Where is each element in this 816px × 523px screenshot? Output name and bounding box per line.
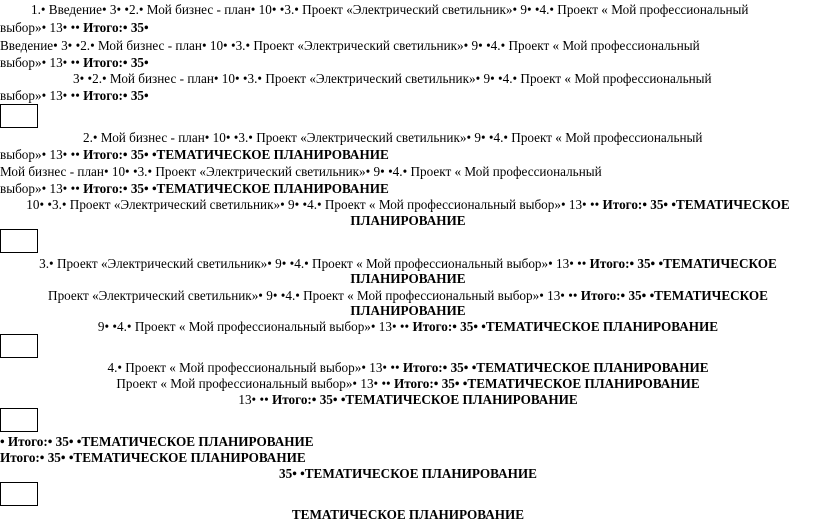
text-line-2: выбор»• 13• •• Итого:• 35•: [0, 20, 149, 35]
text-line-15: Проект «Электрический светильник»• 9• •4.• Проект « Мой профессиональный выбор»• 13• •• Итого:• 35• •ТЕМАТИЧЕСКОЕ: [48, 288, 768, 303]
text-line-12: ПЛАНИРОВАНИЕ: [350, 213, 466, 228]
empty-box: [0, 104, 38, 128]
empty-box: [0, 334, 38, 358]
text-line-21: • Итого:• 35• •ТЕМАТИЧЕСКОЕ ПЛАНИРОВАНИЕ: [0, 434, 314, 449]
text-line-22: Итого:• 35• •ТЕМАТИЧЕСКОЕ ПЛАНИРОВАНИЕ: [0, 450, 306, 465]
text-line-5: 3• •2.• Мой бизнес - план• 10• •3.• Проект «Электрический светильник»• 9• •4.• Проект « Мой профессиональный: [73, 71, 712, 86]
empty-box: [0, 482, 38, 506]
text-line-20: 13• •• Итого:• 35• •ТЕМАТИЧЕСКОЕ ПЛАНИРОВАНИЕ: [238, 392, 578, 407]
text-line-11: 10• •3.• Проект «Электрический светильник»• 9• •4.• Проект « Мой профессиональный выбор»• 13• •• Итого:• 35• •ТЕМАТИЧЕСКОЕ: [26, 197, 790, 212]
text-line-16: ПЛАНИРОВАНИЕ: [350, 303, 466, 318]
text-line-14: ПЛАНИРОВАНИЕ: [350, 271, 466, 286]
text-line-23: 35• •ТЕМАТИЧЕСКОЕ ПЛАНИРОВАНИЕ: [279, 466, 537, 481]
text-line-3: Введение• 3• •2.• Мой бизнес - план• 10• •3.• Проект «Электрический светильник»• 9• •4.• Проект « Мой профессиональный: [0, 38, 700, 53]
text-line-1: 1.• Введение• 3• •2.• Мой бизнес - план• 10• •3.• Проект «Электрический светильник»• 9• •4.• Проект « Мой профессиональный: [31, 2, 749, 17]
text-line-9: Мой бизнес - план• 10• •3.• Проект «Электрический светильник»• 9• •4.• Проект « Мой профессиональный: [0, 164, 602, 179]
text-line-8: выбор»• 13• •• Итого:• 35• •ТЕМАТИЧЕСКОЕ ПЛАНИРОВАНИЕ: [0, 147, 389, 162]
text-line-17: 9• •4.• Проект « Мой профессиональный выбор»• 13• •• Итого:• 35• •ТЕМАТИЧЕСКОЕ ПЛАНИРОВАНИЕ: [97, 319, 719, 334]
text-line-18: 4.• Проект « Мой профессиональный выбор»• 13• •• Итого:• 35• •ТЕМАТИЧЕСКОЕ ПЛАНИРОВАНИЕ: [107, 360, 709, 375]
text-line-4: выбор»• 13• •• Итого:• 35•: [0, 55, 149, 70]
empty-box: [0, 229, 38, 253]
text-line-10: выбор»• 13• •• Итого:• 35• •ТЕМАТИЧЕСКОЕ ПЛАНИРОВАНИЕ: [0, 181, 389, 196]
text-line-24: ТЕМАТИЧЕСКОЕ ПЛАНИРОВАНИЕ: [291, 507, 525, 522]
text-line-6: выбор»• 13• •• Итого:• 35•: [0, 88, 149, 103]
text-line-19: Проект « Мой профессиональный выбор»• 13• •• Итого:• 35• •ТЕМАТИЧЕСКОЕ ПЛАНИРОВАНИЕ: [116, 376, 700, 391]
text-line-7: 2.• Мой бизнес - план• 10• •3.• Проект «Электрический светильник»• 9• •4.• Проект « Мой профессиональный: [83, 130, 703, 145]
text-line-13: 3.• Проект «Электрический светильник»• 9• •4.• Проект « Мой профессиональный выбор»• 13• •• Итого:• 35• •ТЕМАТИЧЕСКОЕ: [39, 256, 777, 271]
empty-box: [0, 408, 38, 432]
